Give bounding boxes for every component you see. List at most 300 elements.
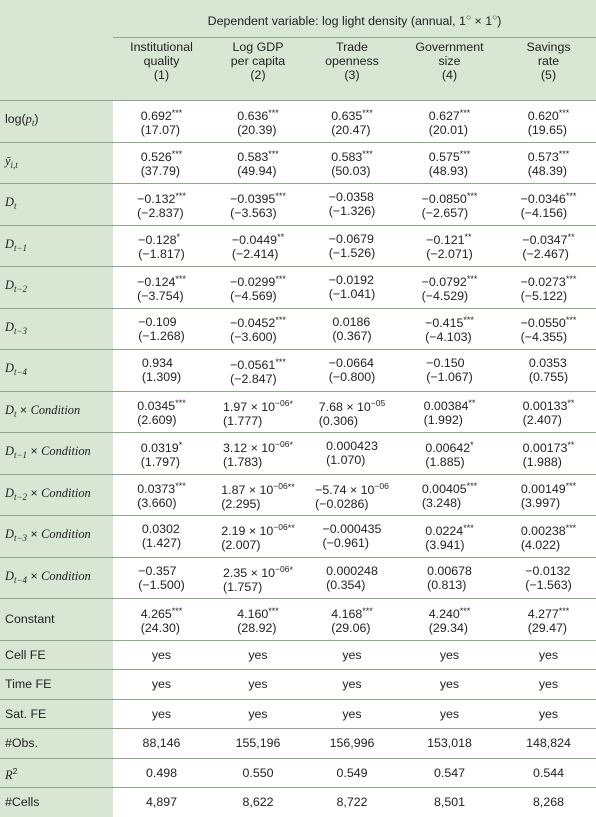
standard-error: (28.92): [237, 620, 277, 635]
coefficient-value: −0.415***: [425, 315, 474, 331]
standard-error: (20.47): [331, 122, 371, 137]
row-label-text: $R^2$: [5, 765, 18, 782]
row-label-text: $D_{t-1}$ × Condition: [5, 444, 91, 461]
standard-error: (−3.600): [230, 330, 277, 345]
column-header-4: [398, 38, 501, 101]
coefficient-cell: [501, 557, 596, 599]
coefficient-value: 0.00678: [427, 563, 472, 578]
coefficient-value: −0.0664: [328, 356, 374, 371]
coefficient-value: 0.0353: [528, 356, 567, 371]
row-label-text: Cell FE: [5, 647, 46, 662]
significance-stars: ***: [275, 356, 286, 367]
coefficient-value: −0.150: [426, 356, 465, 371]
significance-stars: ***: [268, 605, 279, 616]
footer-row: [0, 670, 596, 700]
significance-stars: ***: [175, 190, 186, 201]
footer-row: [0, 729, 596, 759]
standard-error: (2.407): [522, 413, 562, 428]
significance-stars: ***: [565, 315, 577, 326]
row-label-text: $D_t$ × Condition: [5, 402, 81, 419]
coefficient-cell: [306, 101, 398, 143]
standard-error: (2.007): [221, 538, 261, 553]
significance-stars: *: [176, 232, 181, 243]
coefficient-value: 0.692***: [140, 107, 183, 123]
standard-error: (0.367): [332, 328, 372, 343]
significance-stars: ***: [275, 315, 286, 326]
standard-error: (0.813): [427, 577, 467, 592]
coefficient-value: 0.0345***: [137, 398, 186, 414]
footer-row: [0, 699, 596, 729]
significance-stars: *: [289, 564, 293, 575]
column-header-1: [113, 38, 210, 101]
column-header-label-line1: Institutional: [130, 40, 193, 54]
coefficient-value: $1.87 \times 10^{-06**}$: [221, 480, 295, 497]
significance-stars: ***: [268, 107, 279, 118]
coefficient-value: $3.12 \times 10^{-06*}$: [223, 439, 293, 456]
coefficient-cell: [501, 184, 596, 226]
significance-stars: ***: [362, 107, 373, 118]
standard-error: (4.022): [520, 537, 561, 552]
standard-error: (−2.847): [230, 371, 277, 386]
row-label-text: $ȳ_{i,t}$: [5, 153, 18, 170]
table-row: [0, 599, 596, 641]
standard-error: (−4.569): [230, 288, 277, 303]
footer-value: 155,196: [210, 729, 306, 759]
footer-value: yes: [398, 640, 501, 670]
significance-stars: ***: [362, 605, 373, 616]
coefficient-value: −0.0346***: [520, 190, 577, 206]
column-header-3: [306, 38, 398, 101]
standard-error: (3.248): [421, 496, 462, 511]
coefficient-value: −0.121**: [426, 232, 472, 248]
coefficient-cell: [306, 225, 398, 267]
significance-stars: *: [289, 398, 293, 409]
column-header-label-line1: Savings: [526, 40, 571, 54]
row-label: [0, 516, 113, 558]
row-label: [0, 308, 113, 350]
coefficient-cell: [306, 267, 398, 309]
standard-error: (1.783): [223, 455, 263, 470]
standard-error: (−1.041): [328, 287, 376, 302]
coefficient-cell: [501, 267, 596, 309]
footer-value: yes: [210, 640, 306, 670]
dependent-variable-header: Dependent variable: log light density (annual, 1○ × 1○): [113, 0, 596, 38]
coefficient-value: 0.636***: [237, 107, 279, 123]
standard-error: (1.885): [425, 454, 465, 469]
column-header-label-line2: per capita: [230, 54, 286, 68]
significance-stars: ***: [558, 149, 570, 160]
coefficient-value: −0.0561***: [230, 356, 286, 372]
standard-error: (1.988): [522, 454, 562, 469]
coefficient-value: 0.583***: [237, 149, 279, 165]
standard-error: (−2.467): [522, 247, 569, 262]
coefficient-value: 0.00149***: [520, 481, 577, 497]
significance-stars: ***: [459, 605, 471, 616]
significance-stars: ***: [558, 107, 570, 118]
coefficient-cell: [113, 433, 210, 475]
footer-value: yes: [398, 699, 501, 729]
coefficient-cell: [306, 184, 398, 226]
standard-error: (−1.268): [138, 328, 185, 343]
coefficient-cell: [398, 101, 501, 143]
coefficient-value: 0.934: [141, 356, 173, 371]
coefficient-value: 0.0186: [332, 314, 371, 329]
exponent: −06: [275, 397, 290, 408]
standard-error: (0.755): [528, 370, 569, 385]
coefficient-cell: [210, 225, 306, 267]
standard-error: (29.34): [428, 620, 468, 635]
coefficient-cell: [210, 142, 306, 184]
footer-value: 8,722: [306, 788, 398, 817]
coefficient-value: −0.124***: [137, 273, 186, 289]
coefficient-cell: [501, 474, 596, 516]
coefficient-value: 0.0319*: [140, 439, 183, 455]
table-row: [0, 267, 596, 309]
table-row: [0, 391, 596, 433]
coefficient-value: 0.0373***: [137, 481, 186, 497]
footer-value: yes: [501, 640, 596, 670]
coefficient-value: $1.97 \times 10^{-06*}$: [223, 397, 293, 414]
row-label: [0, 474, 113, 516]
corner-cell-2: [0, 38, 113, 101]
coefficient-cell: [501, 142, 596, 184]
exponent: −06: [374, 480, 389, 491]
coefficient-value: −0.357: [138, 563, 177, 578]
row-label-text: Sat. FE: [5, 706, 47, 721]
standard-error: (29.47): [527, 620, 567, 635]
significance-stars: **: [464, 232, 472, 243]
exponent: −06: [275, 563, 290, 574]
significance-stars: **: [567, 439, 575, 450]
footer-value: 156,996: [306, 729, 398, 759]
significance-stars: **: [287, 481, 295, 492]
footer-value: 8,501: [398, 788, 501, 817]
footer-value: yes: [306, 699, 398, 729]
coefficient-value: −0.0273***: [520, 273, 577, 289]
coefficient-value: −0.109: [138, 314, 177, 329]
standard-error: (−0.0286): [315, 496, 369, 511]
standard-error: (−1.067): [426, 370, 473, 385]
standard-error: (−1.563): [525, 577, 572, 592]
exponent: −05: [370, 397, 386, 408]
standard-error: (1.797): [140, 454, 181, 469]
coefficient-cell: [210, 557, 306, 599]
row-label-text: $D_{t-1}$: [5, 236, 28, 253]
significance-stars: ***: [459, 149, 471, 160]
standard-error: (29.06): [331, 620, 371, 635]
coefficient-cell: [210, 101, 306, 143]
table-row: [0, 350, 596, 392]
coefficient-value: −0.0792***: [421, 273, 478, 289]
significance-stars: ***: [275, 273, 286, 284]
coefficient-cell: [501, 308, 596, 350]
significance-stars: **: [277, 232, 285, 243]
standard-error: (1.757): [223, 579, 263, 594]
coefficient-cell: [113, 516, 210, 558]
coefficient-cell: [501, 350, 596, 392]
column-header-label-line1: Government: [415, 40, 484, 54]
significance-stars: ***: [268, 149, 279, 160]
coefficient-cell: [113, 142, 210, 184]
standard-error: (−2.071): [426, 247, 473, 262]
coefficient-value: −0.0299***: [230, 273, 286, 289]
standard-error: (−0.800): [328, 370, 376, 385]
coefficient-value: 4.160***: [237, 605, 279, 621]
coefficient-value: 0.00642*: [425, 439, 474, 455]
row-label-text: $D_{t-2}$ × Condition: [5, 485, 91, 502]
coefficient-cell: [210, 516, 306, 558]
footer-value: 8,268: [501, 788, 596, 817]
table-row: [0, 516, 596, 558]
coefficient-value: 0.583***: [331, 149, 373, 165]
significance-stars: **: [468, 398, 476, 409]
footer-value: 0.547: [398, 758, 501, 788]
coefficient-value: 0.00133**: [522, 398, 575, 414]
row-label-text: $D_t$: [5, 195, 17, 212]
row-label: [0, 433, 113, 475]
standard-error: (−2.837): [137, 205, 184, 220]
column-header-label-line1: Log GDP: [232, 40, 284, 54]
coefficient-value: 0.0302: [141, 522, 180, 537]
coefficient-cell: [210, 267, 306, 309]
coefficient-cell: [113, 184, 210, 226]
footer-value: yes: [210, 699, 306, 729]
coefficient-value: 0.620***: [527, 107, 570, 123]
significance-stars: ***: [175, 273, 186, 284]
row-label-text: Time FE: [5, 677, 52, 692]
coefficient-value: 0.0224***: [425, 522, 474, 538]
standard-error: (−1.526): [328, 245, 376, 260]
coefficient-value: 0.573***: [527, 149, 570, 165]
table-row: [0, 308, 596, 350]
standard-error: (2.295): [221, 496, 261, 511]
coefficient-value: 0.526***: [140, 149, 183, 165]
significance-stars: ***: [463, 522, 474, 533]
coefficient-cell: [398, 267, 501, 309]
standard-error: (−5.122): [520, 288, 568, 303]
coefficient-cell: [306, 599, 398, 641]
standard-error: (20.39): [237, 122, 277, 137]
table-row: [0, 225, 596, 267]
footer-row: [0, 758, 596, 788]
standard-error: (−2.657): [421, 205, 469, 220]
standard-error: (1.992): [423, 413, 463, 428]
significance-stars: ***: [275, 190, 286, 201]
significance-stars: ***: [362, 149, 373, 160]
row-label-text: $\log(p_t)$: [5, 112, 39, 129]
table-row: [0, 433, 596, 475]
significance-stars: **: [287, 523, 295, 534]
standard-error: (−4.355): [520, 330, 568, 345]
standard-error: (−4.103): [425, 330, 472, 345]
footer-value: 88,146: [113, 729, 210, 759]
row-label-text: #Cells: [5, 795, 40, 810]
standard-error: (−4.529): [421, 288, 469, 303]
standard-error: (−1.500): [138, 577, 185, 592]
significance-stars: *: [178, 439, 183, 450]
column-header-5: [501, 38, 596, 101]
footer-value: yes: [306, 640, 398, 670]
footer-value: 0.550: [210, 758, 306, 788]
column-header-label-line1: Trade: [336, 40, 368, 54]
coefficient-cell: [210, 474, 306, 516]
coefficient-cell: [306, 142, 398, 184]
standard-error: (3.941): [425, 537, 465, 552]
footer-value: yes: [113, 699, 210, 729]
standard-error: (1.777): [223, 413, 263, 428]
row-label: [0, 599, 113, 641]
coefficient-cell: [210, 308, 306, 350]
significance-stars: ***: [171, 107, 183, 118]
coefficient-cell: [501, 516, 596, 558]
standard-error: (−3.754): [137, 288, 184, 303]
significance-stars: ***: [466, 273, 478, 284]
coefficient-value: −0.0132: [525, 563, 571, 578]
significance-stars: ***: [565, 273, 577, 284]
exponent: −06: [273, 480, 288, 491]
coefficient-cell: [306, 516, 398, 558]
footer-value: yes: [398, 670, 501, 700]
exponent: −06: [275, 439, 290, 450]
row-label: [0, 350, 113, 392]
footer-row: [0, 640, 596, 670]
coefficient-cell: [113, 101, 210, 143]
coefficient-value: −0.0550***: [520, 315, 577, 331]
coefficient-value: 0.00384**: [423, 398, 476, 414]
footer-value: 0.549: [306, 758, 398, 788]
row-label: [0, 391, 113, 433]
table-row: [0, 142, 596, 184]
standard-error: (24.30): [140, 620, 180, 635]
significance-stars: *: [289, 440, 293, 451]
coefficient-value: $2.19 \times 10^{-06**}$: [221, 522, 295, 539]
row-label: [0, 142, 113, 184]
coefficient-value: 0.635***: [331, 107, 373, 123]
column-header-label-line2: rate: [537, 54, 560, 68]
table-row: [0, 101, 596, 143]
coefficient-cell: [398, 142, 501, 184]
significance-stars: **: [567, 398, 575, 409]
coefficient-value: −0.0679: [328, 231, 374, 246]
row-label-text: #Obs.: [5, 736, 39, 751]
column-header-label-line2: openness: [325, 54, 379, 68]
row-label: [0, 557, 113, 599]
coefficient-value: 4.168***: [331, 605, 373, 621]
footer-value: 0.498: [113, 758, 210, 788]
standard-error: (−0.961): [322, 536, 370, 551]
row-label-text: $D_{t-3}$: [5, 319, 28, 336]
standard-error: (17.07): [140, 122, 180, 137]
coefficient-cell: [398, 350, 501, 392]
column-header-label-line2: quality: [143, 54, 180, 68]
coefficient-cell: [398, 557, 501, 599]
coefficient-cell: [306, 557, 398, 599]
standard-error: (0.354): [326, 577, 366, 592]
coefficient-cell: [113, 308, 210, 350]
significance-stars: ***: [466, 481, 478, 492]
significance-stars: *: [470, 439, 474, 450]
coefficient-cell: [210, 350, 306, 392]
coefficient-cell: [113, 557, 210, 599]
coefficient-cell: [306, 433, 398, 475]
standard-error: (1.309): [141, 370, 182, 385]
row-label-text: $D_{t-2}$: [5, 278, 28, 295]
coefficient-value: $2.35 \times 10^{-06*}$: [223, 563, 293, 580]
significance-stars: ***: [565, 190, 577, 201]
row-label: [0, 758, 113, 788]
coefficient-value: −0.0192: [328, 273, 374, 288]
corner-cell: [0, 0, 113, 38]
coefficient-cell: [210, 391, 306, 433]
coefficient-value: −0.0449**: [231, 232, 285, 248]
coefficient-value: 0.000248: [326, 563, 378, 578]
column-header-number: (4): [441, 68, 458, 82]
coefficient-value: −0.0347**: [522, 232, 575, 248]
coefficient-value: $-5.74 \times 10^{-06}$: [315, 480, 389, 497]
standard-error: (−4.156): [520, 205, 568, 220]
column-header-number: (2): [250, 68, 266, 82]
row-label: [0, 640, 113, 670]
coefficient-cell: [398, 516, 501, 558]
coefficient-value: 4.240***: [428, 605, 471, 621]
row-label: [0, 184, 113, 226]
table-row: [0, 557, 596, 599]
table-row: [0, 474, 596, 516]
standard-error: (−2.414): [231, 247, 279, 262]
column-header-label-line2: size: [438, 54, 461, 68]
coefficient-cell: [501, 101, 596, 143]
coefficient-cell: [398, 184, 501, 226]
coefficient-cell: [398, 433, 501, 475]
coefficient-cell: [501, 391, 596, 433]
footer-value: yes: [306, 670, 398, 700]
row-label-text: Constant: [5, 612, 55, 627]
coefficient-cell: [113, 599, 210, 641]
coefficient-cell: [210, 599, 306, 641]
footer-value: yes: [113, 670, 210, 700]
standard-error: (−3.563): [230, 205, 277, 220]
column-header-number: (5): [540, 68, 557, 82]
row-label: [0, 699, 113, 729]
coefficient-cell: [113, 474, 210, 516]
standard-error: (48.39): [527, 164, 567, 179]
coefficient-value: −0.000435: [322, 522, 382, 537]
footer-value: yes: [501, 699, 596, 729]
significance-stars: ***: [466, 190, 478, 201]
coefficient-value: −0.0452***: [230, 315, 286, 331]
coefficient-cell: [501, 433, 596, 475]
exponent: −06: [273, 522, 288, 533]
footer-value: yes: [210, 670, 306, 700]
footer-value: 148,824: [501, 729, 596, 759]
coefficient-cell: [306, 474, 398, 516]
significance-stars: ***: [558, 605, 570, 616]
significance-stars: ***: [171, 605, 183, 616]
table-row: [0, 184, 596, 226]
row-label: [0, 225, 113, 267]
column-header-2: [210, 38, 306, 101]
coefficient-value: −0.0395***: [230, 190, 286, 206]
coefficient-value: −0.0358: [328, 190, 374, 205]
standard-error: (48.93): [428, 164, 468, 179]
standard-error: (2.609): [137, 413, 177, 428]
standard-error: (50.03): [331, 164, 371, 179]
coefficient-value: $7.68 \times 10^{-05}$: [318, 397, 386, 414]
standard-error: (−1.817): [138, 247, 185, 262]
standard-error: (1.070): [326, 453, 366, 468]
column-header-number: (3): [344, 68, 360, 82]
coefficient-value: 0.575***: [428, 149, 471, 165]
